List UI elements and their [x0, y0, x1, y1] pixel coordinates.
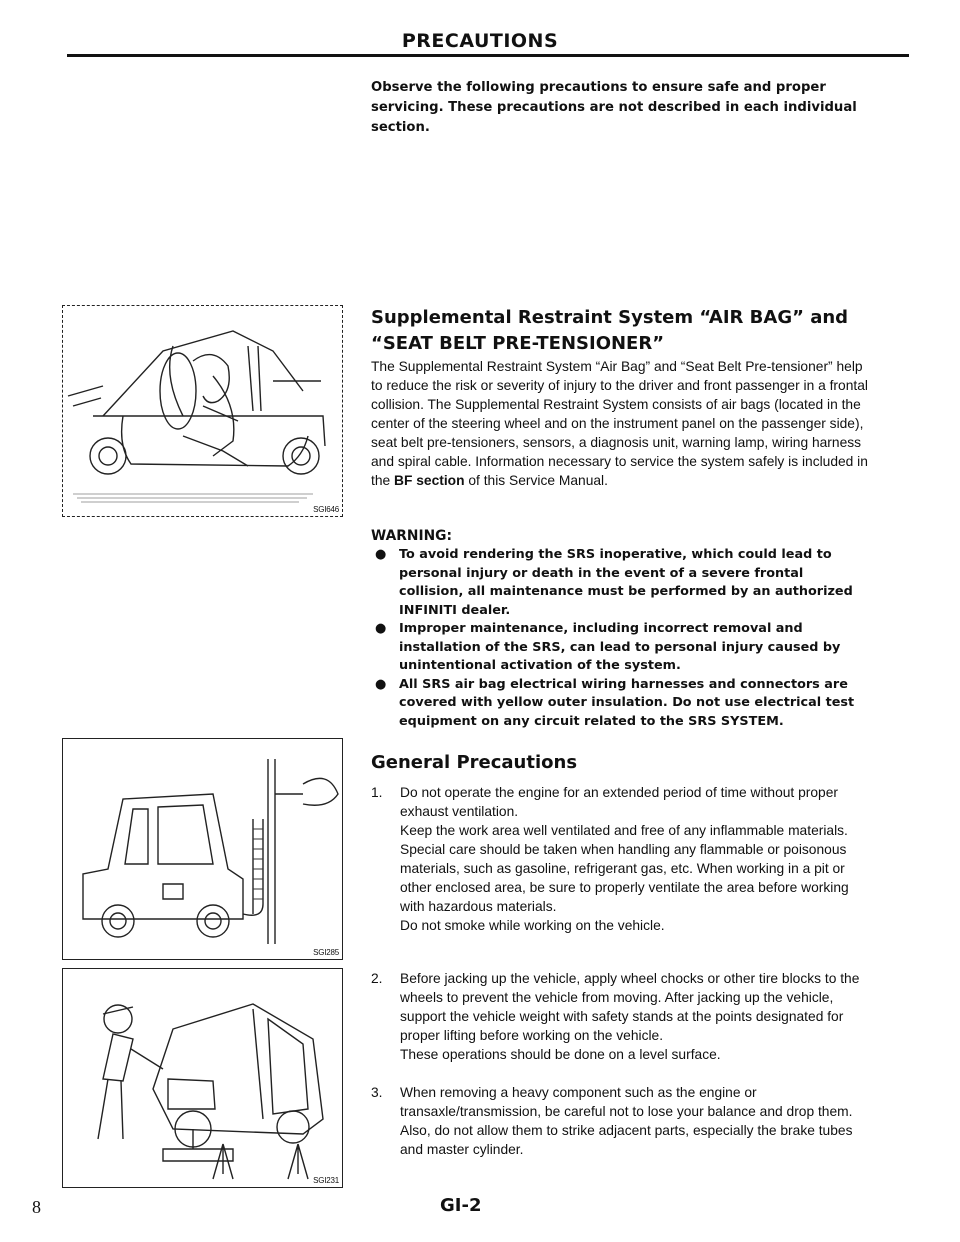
item-paragraph: Keep the work area well ventilated and free of any inflammable materials. Special care should be taken when handling any flammable or poisonous materials, such as gasoline, refrigerant gas, etc. When working in a pit or other enclosed area, be sure to properly ventilate the area before working with hazardous materials. — [400, 823, 849, 914]
page-title: PRECAUTIONS — [401, 30, 559, 52]
figure-code: SGI231 — [313, 1176, 339, 1185]
item-number: 3. — [371, 1085, 383, 1100]
bullet-icon: ● — [375, 547, 387, 562]
item-paragraph: When removing a heavy component such as the engine or transaxle/transmission, be careful not to lose your balance and drop them. Also, do not allow them to strike adjacent parts, especially the brake tubes and master cylinder. — [400, 1085, 853, 1157]
srs-heading: Supplemental Restraint System “AIR BAG” and “SEAT BELT PRE-TENSIONER” — [371, 307, 849, 354]
list-item — [371, 620, 871, 676]
page-code: GI-2 — [440, 1195, 482, 1216]
item-paragraph: These operations should be done on a level surface. — [400, 1047, 721, 1062]
bullet-icon: ● — [375, 621, 387, 636]
srs-body-text: The Supplemental Restraint System “Air Bag” and “Seat Belt Pre-tensioner” help to reduce the risk or severity of injury to the driver and front passenger in a frontal collision. The Supplemental Restraint System consists of air bags (located in the center of the steering wheel and on the instrument panel on the passenger side), seat belt pre-tensioners, sensors, a diagnosis unit, warning lamp, wiring harness and spiral cable. Information necessary to service the system safely is included in the — [371, 359, 868, 488]
warning-text: Improper maintenance, including incorrect removal and installation of the SRS, can lead to personal injury caused by unintentional activation of the system. — [399, 621, 841, 673]
general-item-2 — [371, 969, 871, 1064]
item-paragraph: Do not operate the engine for an extended period of time without proper exhaust ventilation. — [400, 785, 838, 819]
figure-code: SGI285 — [313, 948, 339, 957]
list-item — [371, 969, 871, 1064]
air-bag-illustration — [63, 306, 342, 516]
item-paragraph: Before jacking up the vehicle, apply wheel chocks or other tire blocks to the wheels to prevent the vehicle from moving. After jacking up the vehicle, support the vehicle weight with safety stands at the points designated for proper lifting before working on the vehicle. — [400, 971, 860, 1043]
bullet-icon: ● — [375, 676, 387, 692]
srs-body-text-end: of this Service Manual. — [464, 473, 608, 488]
warning-label: WARNING: — [371, 528, 452, 544]
srs-body — [371, 357, 871, 490]
srs-body-bold: BF section — [394, 473, 465, 488]
figure-exhaust — [62, 738, 343, 960]
exhaust-illustration — [63, 739, 342, 959]
warning-text: To avoid rendering the SRS inoperative, which could lead to personal injury or death in the event of a severe frontal collision, all maintenance must be performed by an authorized INFINITI dealer. — [399, 547, 853, 618]
item-number: 2. — [371, 971, 383, 986]
figure-air-bag — [62, 305, 343, 517]
warning-list — [371, 546, 871, 731]
general-item-1 — [371, 783, 871, 935]
list-item — [371, 546, 871, 620]
list-item — [371, 1083, 871, 1159]
item-number: 1. — [371, 785, 383, 800]
jacking-illustration — [63, 969, 342, 1187]
intro-text: Observe the following precautions to ensure safe and proper servicing. These precautions are not described in each individual section. — [371, 80, 857, 135]
list-item — [371, 783, 871, 935]
page-number: 8 — [32, 1197, 41, 1217]
figure-code: SGI646 — [313, 505, 339, 514]
item-paragraph: Do not smoke while working on the vehicle. — [400, 918, 665, 933]
general-heading: General Precautions — [371, 752, 578, 773]
list-item — [371, 676, 871, 732]
warning-text: All SRS air bag electrical wiring harnesses and connectors are covered with yellow outer insulation. Do not use electrical test equipment on any circuit related to the SRS SYSTEM. — [399, 676, 855, 729]
figure-jacking — [62, 968, 343, 1188]
general-item-3 — [371, 1083, 871, 1159]
header-rule — [67, 54, 909, 57]
